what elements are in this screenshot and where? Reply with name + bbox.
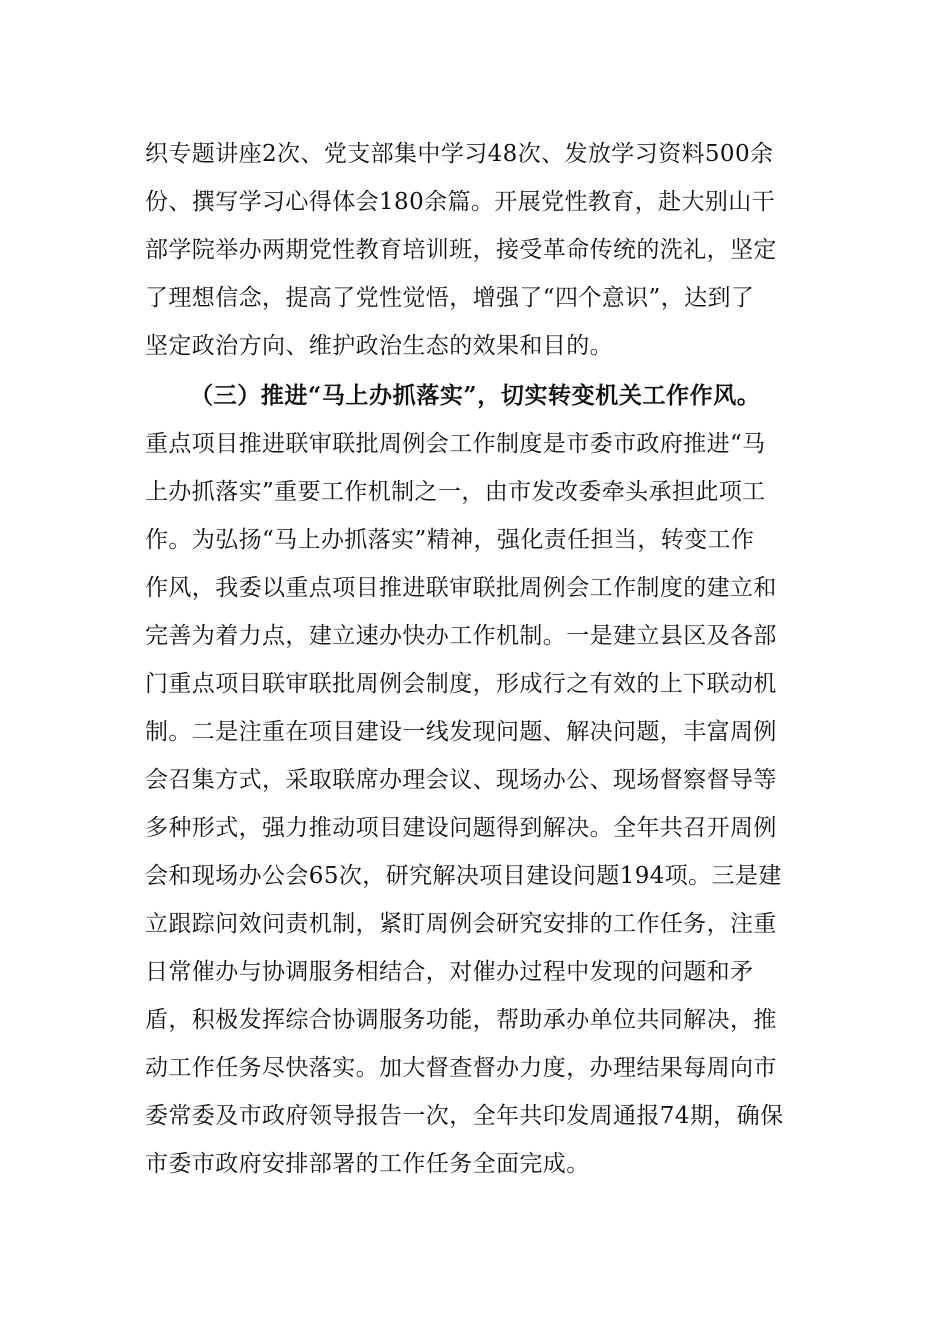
text-line: 委常委及市政府领导报告一次，全年共印发周通报74期，确保: [145, 1103, 784, 1129]
text-line: 立跟踪问效问责机制，紧盯周例会研究安排的工作任务，注重: [145, 911, 777, 937]
section-heading: （三）推进“马上办抓落实”，切实转变机关工作作风。: [190, 382, 761, 409]
text-line: 多种形式，强力推动项目建设问题得到解决。全年共召开周例: [145, 815, 777, 841]
text-line: 作风，我委以重点项目推进联审联批周例会工作制度的建立和: [145, 575, 777, 601]
text-line: 盾，积极发挥综合协调服务功能，帮助承办单位共同解决，推: [145, 1007, 777, 1033]
text-line: 织专题讲座2次、党支部集中学习48次、发放学习资料500余: [145, 141, 774, 167]
text-line: 日常催办与协调服务相结合，对催办过程中发现的问题和矛: [145, 959, 754, 985]
text-line: 制。二是注重在项目建设一线发现问题、解决问题，丰富周例: [145, 719, 777, 745]
text-line: 份、撰写学习心得体会180余篇。开展党性教育，赴大别山干: [145, 189, 776, 215]
text-line: 重点项目推进联审联批周例会工作制度是市委市政府推进“马: [145, 431, 766, 457]
text-line: 坚定政治方向、维护政治生态的效果和目的。: [145, 333, 613, 359]
text-line: 门重点项目联审联批周例会制度，形成行之有效的上下联动机: [145, 671, 777, 697]
text-line: 市委市政府安排部署的工作任务全面完成。: [145, 1151, 590, 1177]
text-line: 完善为着力点，建立速办快办工作机制。一是建立县区及各部: [145, 623, 777, 649]
text-line: 作。为弘扬“马上办抓落实”精神，强化责任担当，转变工作: [145, 527, 755, 553]
text-line: 部学院举办两期党性教育培训班，接受革命传统的洗礼，坚定: [145, 237, 777, 263]
text-line: 上办抓落实”重要工作机制之一，由市发改委牵头承担此项工: [145, 479, 766, 505]
text-line: 会和现场办公会65次，研究解决项目建设问题194项。三是建: [145, 863, 782, 889]
text-line: 会召集方式，采取联席办理会议、现场办公、现场督察督导等: [145, 767, 777, 793]
text-line: 动工作任务尽快落实。加大督查督办力度，办理结果每周向市: [145, 1055, 777, 1081]
text-line: 了理想信念，提高了党性觉悟，增强了“四个意识”，达到了: [145, 285, 755, 311]
